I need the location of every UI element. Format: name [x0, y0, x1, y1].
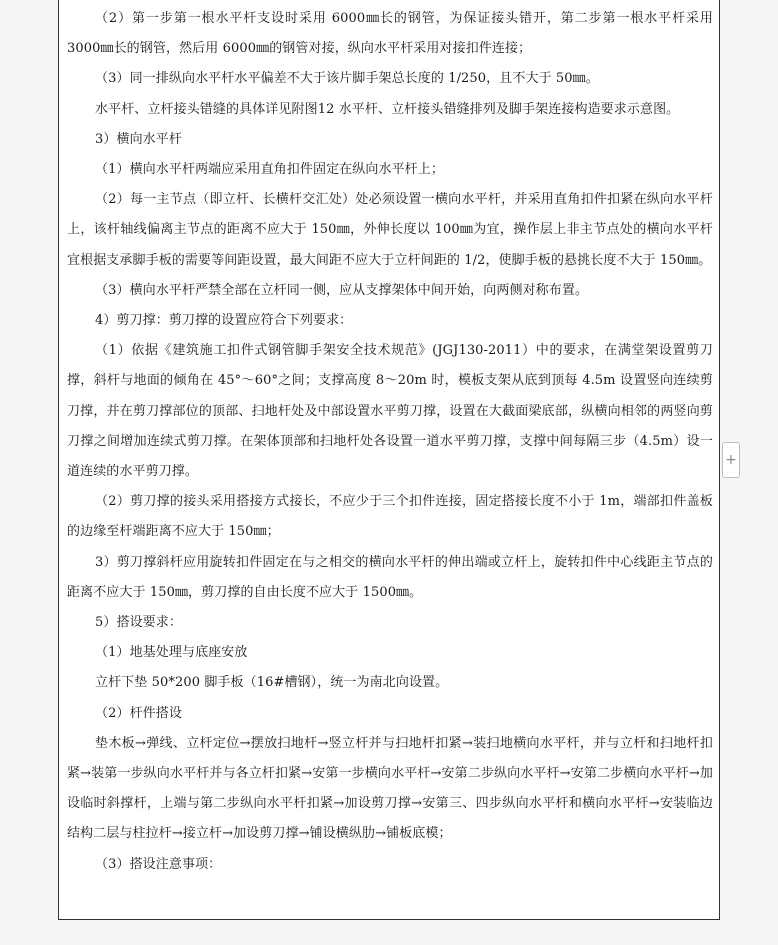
paragraph: （2）杆件搭设	[95, 705, 182, 721]
paragraph: 3）剪刀撑斜杆应用旋转扣件固定在与之相交的横向水平杆的伸出端或立杆上，旋转扣件中心线距主节点的距离不应大于 150㎜，剪刀撑的自由长度不应大于 1500㎜。	[67, 554, 713, 600]
document-frame	[58, 0, 720, 920]
paragraph: （3）搭设注意事项：	[95, 856, 222, 872]
paragraph: （2）每一主节点（即立杆、长横杆交汇处）处必须设置一横向水平杆，并采用直角扣件扣紧在纵向水平杆上，该杆轴线偏离主节点的距离不应大于 150㎜，外伸长度以 100㎜为宜，操作层上非主节点处的横向水平杆宜根据支承脚手板的需要等间距设置，最大间距不应大于立杆间距的 1/2，使脚手板的悬挑长度不大于 150㎜。	[67, 192, 713, 268]
paragraph: 立杆下垫 50*200 脚手板（16#槽钢），统一为南北向设置。	[95, 675, 449, 691]
side-expand-button[interactable]	[722, 442, 740, 478]
section-heading: 5）搭设要求：	[95, 615, 182, 631]
section-heading: 3）横向水平杆	[95, 131, 182, 147]
paragraph: （3）横向水平杆严禁全部在立杆同一侧，应从支撑架体中间开始，向两侧对称布置。	[95, 282, 589, 298]
paragraph: （1）依据《建筑施工扣件式钢管脚手架安全技术规范》(JGJ130-2011）中的要求，在满堂架设置剪刀撑，斜杆与地面的倾角在 45°～60°之间；支撑高度 8～20m 时，模板支架从底到顶每 4.5m 设置竖向连续剪刀撑，并在剪刀撑部位的顶部、扫地杆处及中部设置水平剪刀撑，设置在大截面梁底部，纵横向相邻的两竖向剪刀撑之间增加连续式剪刀撑。在架体顶部和扫地杆处各设置一道水平剪刀撑，支撑中间每隔三步（4.5m）设一道连续的水平剪刀撑。	[67, 343, 713, 480]
paragraph: （1）地基处理与底座安放	[95, 645, 248, 661]
plus-icon: +	[725, 452, 737, 468]
paragraph: 垫木板→弹线、立杆定位→摆放扫地杆→竖立杆并与扫地杆扣紧→装扫地横向水平杆，并与立杆和扫地杆扣紧→装第一步纵向水平杆并与各立杆扣紧→安第一步横向水平杆→安第二步纵向水平杆→安第二步横向水平杆→加设临时斜撑杆，上端与第二步纵向水平杆扣紧→加设剪刀撑→安第三、四步纵向水平杆和横向水平杆→安装临边结构二层与柱拉杆→接立杆→加设剪刀撑→铺设横纵肋→铺板底模；	[67, 735, 713, 842]
paragraph: 水平杆、立杆接头错缝的具体详见附图12 水平杆、立杆接头错缝排列及脚手架连接构造要求示意图。	[95, 101, 680, 117]
paragraph: （1）横向水平杆两端应采用直角扣件固定在纵向水平杆上；	[95, 162, 444, 178]
paragraph: （3）同一排纵向水平杆水平偏差不大于该片脚手架总长度的 1/250，且不大于 50㎜。	[95, 71, 599, 87]
bottom-margin	[0, 921, 778, 945]
paragraph: （2）第一步第一根水平杆支设时采用 6000㎜长的钢管，为保证接头错开，第二步第一根水平杆采用 3000㎜长的钢管，然后用 6000㎜的钢管对接，纵向水平杆采用对接扣件连接；	[67, 11, 713, 57]
document-body	[67, 4, 713, 880]
section-heading: 4）剪刀撑：剪刀撑的设置应符合下列要求：	[95, 313, 353, 329]
paragraph: （2）剪刀撑的接头采用搭接方式接长，不应少于三个扣件连接，固定搭接长度不小于 1m，端部扣件盖板的边缘至杆端距离不应大于 150㎜；	[67, 494, 713, 540]
